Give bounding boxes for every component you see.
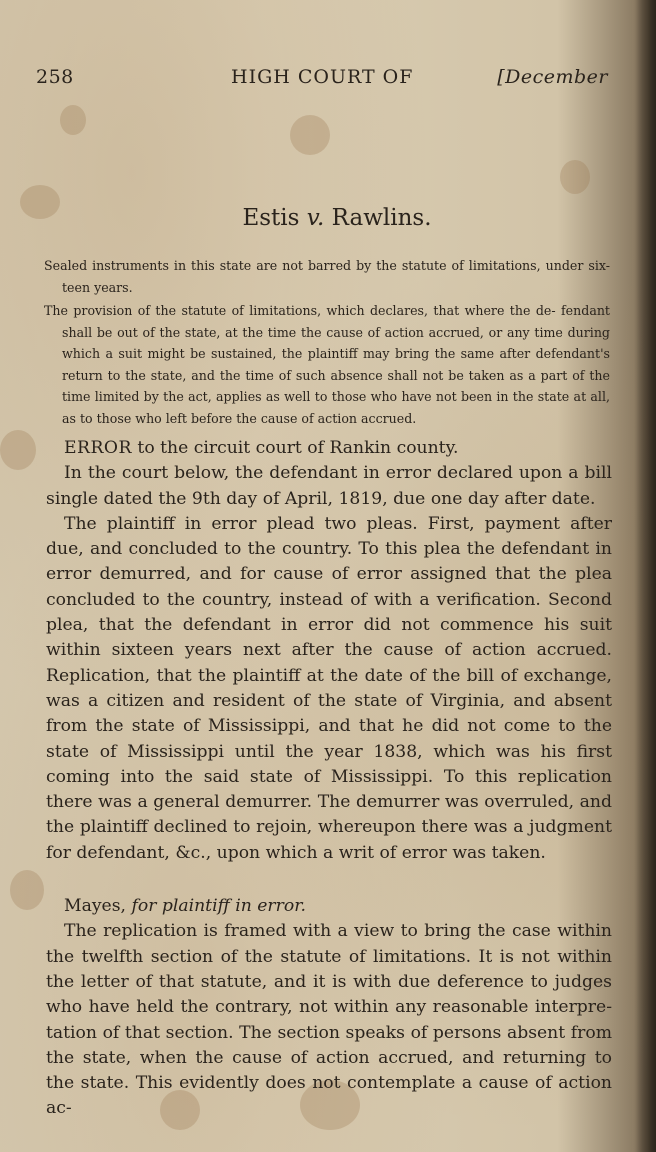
versus-label: v. — [306, 205, 325, 231]
book-spine-shadow — [634, 0, 656, 1152]
syllabus-point: Sealed instruments in this state are not barred by the statute of limitations, under six- teen years. — [44, 258, 610, 295]
argument-paragraph: The replication is framed with a view to bring the case within the twelfth section of the statute of limitations. It is not within the letter of that statute, and it is with due deference to judges who have held the contrary, not within any reasonable interpre- tation of that section. The section speaks of persons absent from the state, when the cause of action accrued, and returning to the state. This evidently does not contemplate a cause of action ac- — [46, 921, 612, 1119]
foxing-stain — [60, 105, 86, 135]
opinion-text — [46, 436, 612, 1122]
foxing-stain — [560, 160, 590, 194]
defendant-name: Rawlins. — [331, 205, 432, 231]
case-title — [0, 205, 656, 231]
foxing-stain — [0, 430, 36, 470]
error-rest: to the circuit court of Rankin county. — [131, 438, 459, 458]
pleas-paragraph: The plaintiff in error plead two pleas. First, payment after due, and concluded to the country. To this plea the defendant in error demurred, and for cause of error assigned that the plea concluded to the country, instead of with a verification. Second plea, that the defendant in error did not commence his suit within sixteen years next after the cause of action accrued. Replication, that the plaintiff at the date of the bill of exchange, was a citizen and resident of the state of Virginia, and absent from the state of Mississippi, and that he did not come to the state of Mississippi until the year 1838, which was his first coming into the said state of Mississippi. To this replication there was a general demurrer. The demurrer was overruled, and the plaintiff declined to rejoin, whereupon there was a judgment for defendant, &c., upon which a writ of error was taken. — [46, 513, 612, 863]
running-date: [December — [497, 66, 608, 88]
syllabus-point: The provision of the statute of limitations, which declares, that where the de- fendant shall be out of the state, at the time the cause of action accrued, or any time during which a suit might be sustained, the plaintiff may bring the same after defendant's return to the state, and the time of such absence shall not be taken as a part of the time limited by the act, applies as well to those who have not been in the state at all, as to those who left before the cause of action accrued. — [44, 303, 610, 426]
declaration-paragraph: In the court below, the defendant in error declared upon a bill single dated the 9th day of April, 1819, due one day after date. — [46, 463, 612, 509]
counsel-role: for plaintiff in error. — [126, 896, 306, 917]
plaintiff-name: Estis — [242, 205, 300, 231]
foxing-stain — [290, 115, 330, 155]
syllabus — [44, 255, 610, 431]
foxing-stain — [10, 870, 44, 910]
error-lead: ERROR — [64, 438, 132, 458]
error-paragraph — [46, 436, 612, 461]
running-head: HIGH COURT OF — [231, 66, 414, 88]
page-header — [36, 66, 608, 96]
counsel-name: Mayes, — [64, 896, 127, 917]
counsel-line — [46, 894, 612, 919]
page-number: 258 — [36, 66, 74, 88]
